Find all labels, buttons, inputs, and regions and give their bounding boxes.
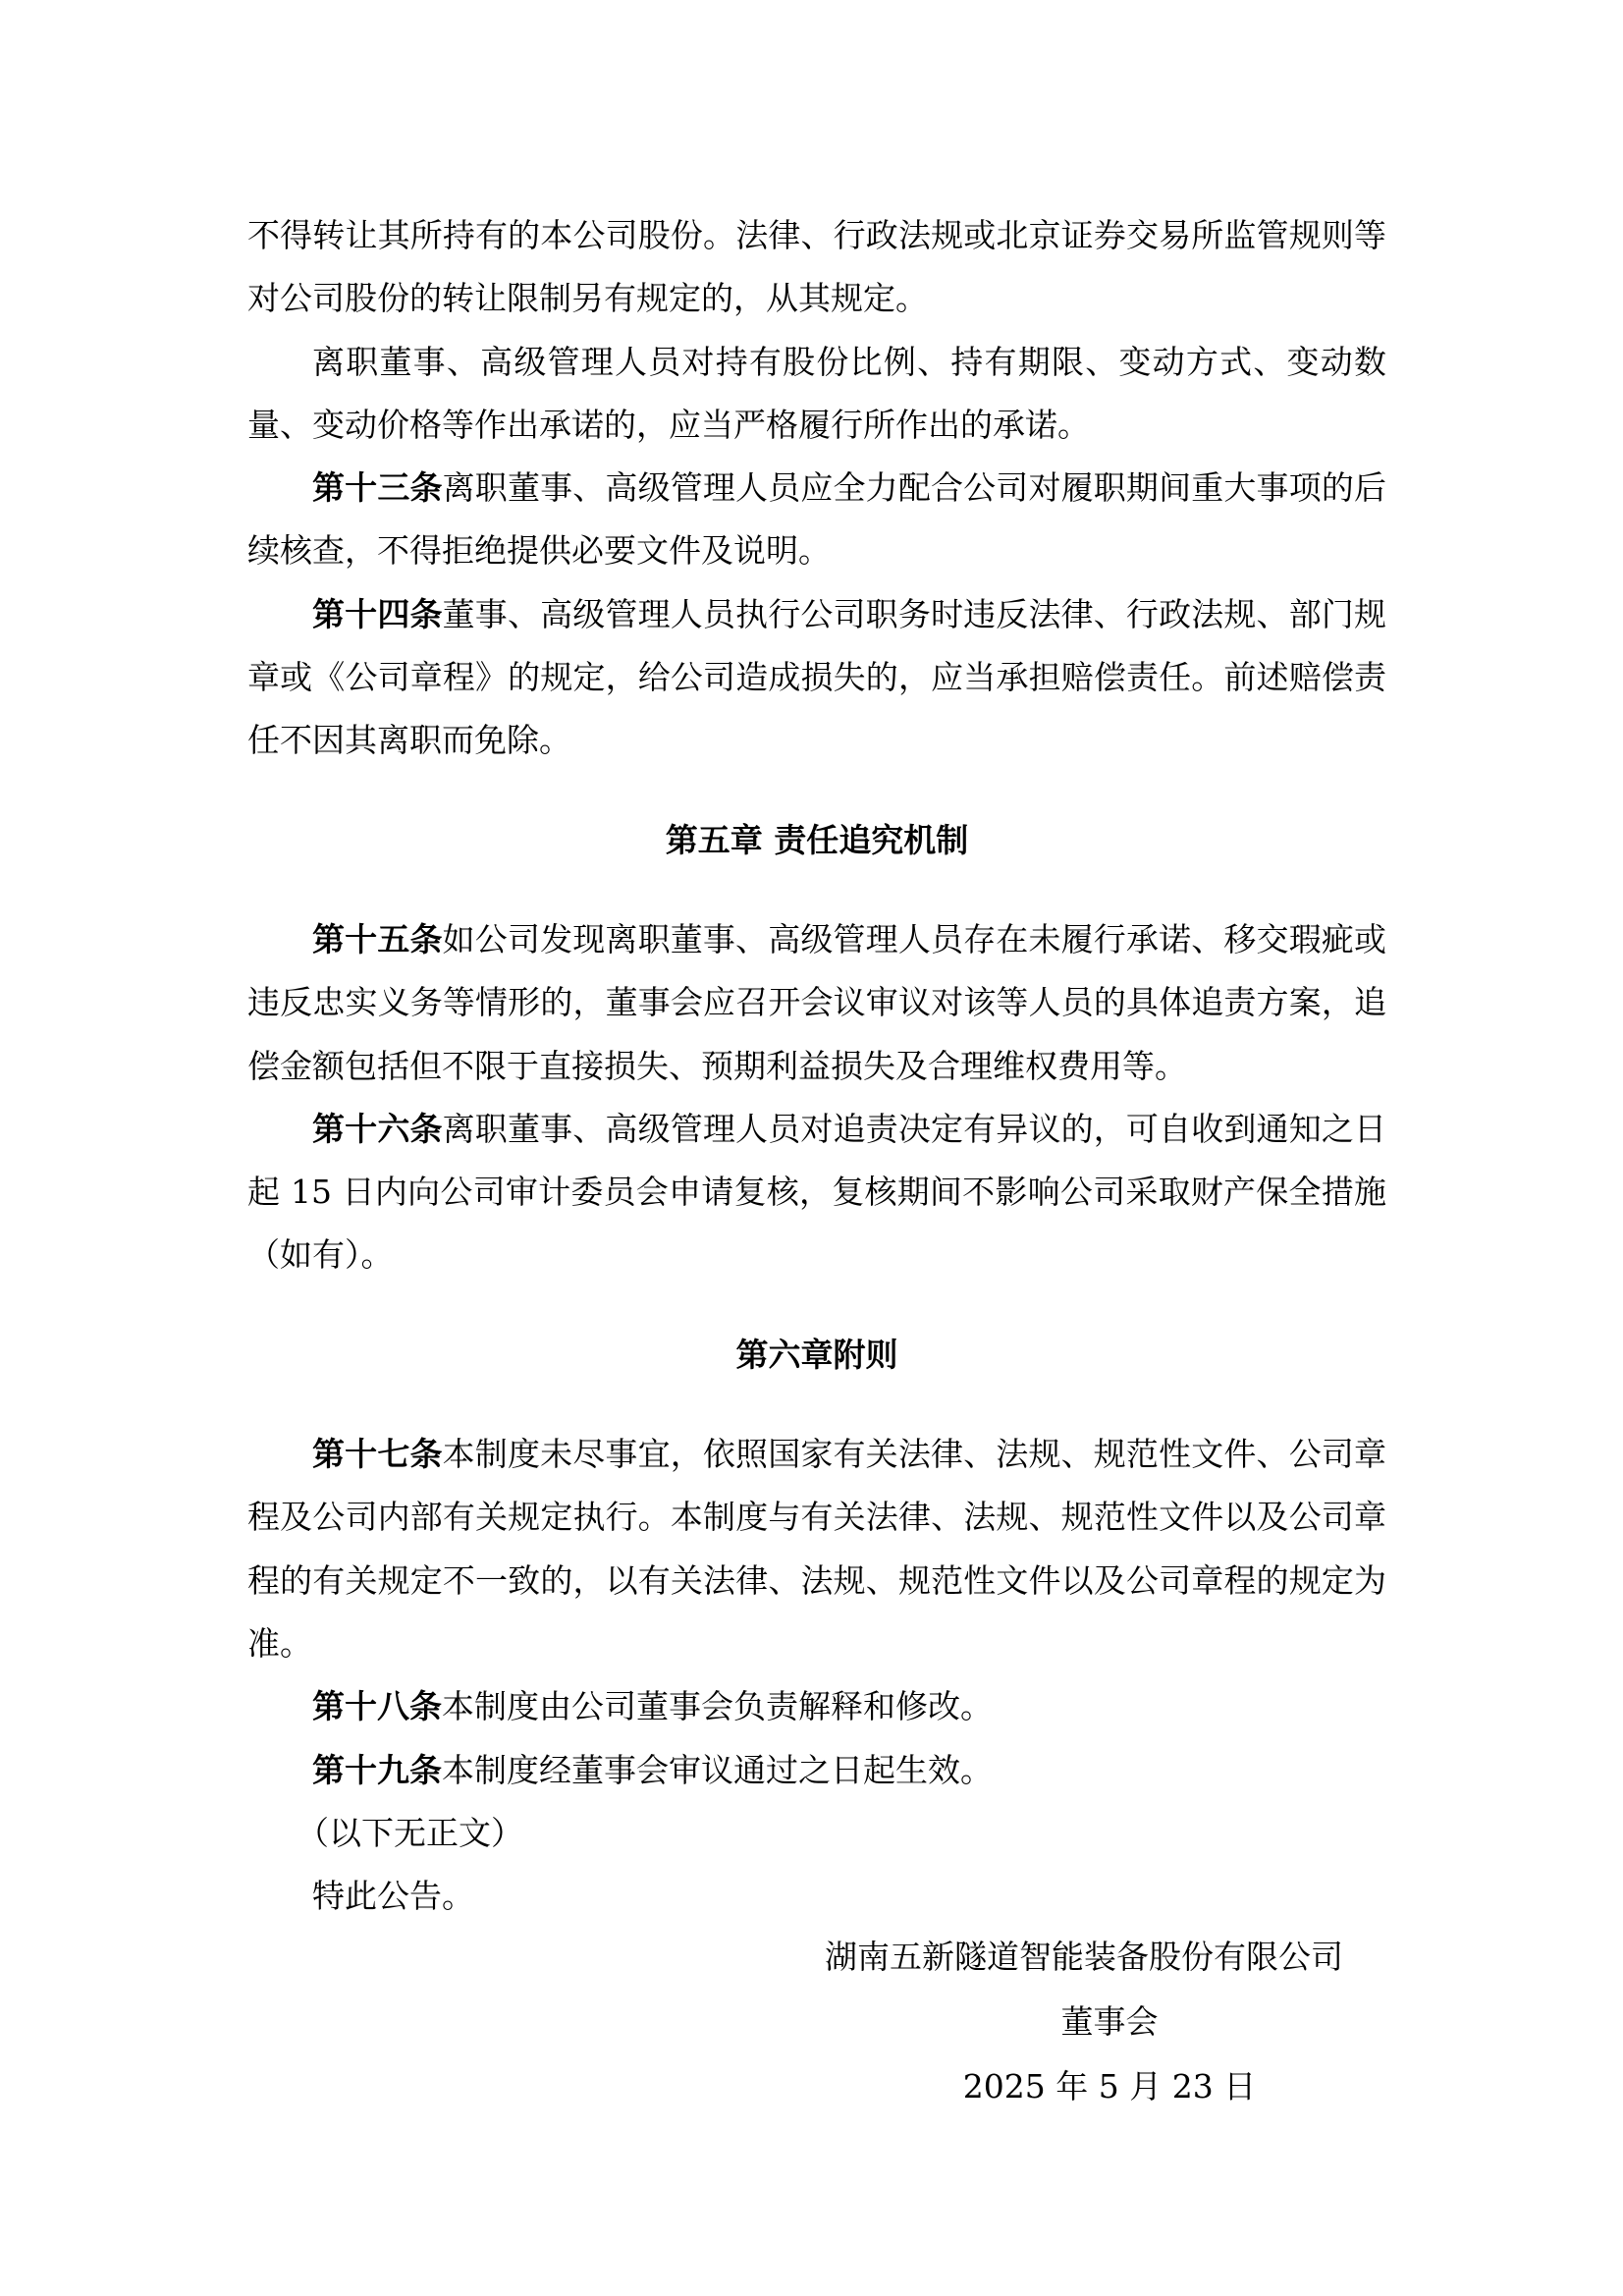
article-text: 董事、高级管理人员执行公司职务时违反法律、行政法规、部门规章或《公司章程》的规定，给公司造成损失的，应当承担赔偿责任。前述赔偿责任不因其离职而免除。 xyxy=(247,594,1386,760)
article-text: 如公司发现离职董事、高级管理人员存在未履行承诺、移交瑕疵或违反忠实义务等情形的，董事会应召开会议审议对该等人员的具体追责方案，追偿金额包括但不限于直接损失、预期利益损失及合理维权费用等。 xyxy=(247,919,1386,1085)
article-number: 第十七条 xyxy=(312,1435,443,1474)
paragraph-continuation: 不得转让其所持有的本公司股份。法律、行政法规或北京证券交易所监管规则等对公司股份的转让限制另有规定的，从其规定。 xyxy=(247,216,1386,318)
article-17 xyxy=(247,1423,1386,1675)
article-text: 本制度经董事会审议通过之日起生效。 xyxy=(442,1750,993,1789)
board-name: 董事会 xyxy=(1060,2002,1159,2041)
paragraph-commitment: 离职董事、高级管理人员对持有股份比例、持有期限、变动方式、变动数量、变动价格等作出承诺的，应当严格履行所作出的承诺。 xyxy=(247,342,1386,444)
company-name: 湖南五新隧道智能装备股份有限公司 xyxy=(825,1938,1343,1976)
document-body xyxy=(247,204,1386,1928)
article-number: 第十九条 xyxy=(312,1750,442,1789)
no-further-text-note: （以下无正文） xyxy=(297,1813,523,1852)
article-number: 第十五条 xyxy=(312,919,443,958)
chapter-5-title: 第五章 责任追究机制 xyxy=(665,820,969,859)
article-text: 本制度未尽事宜，依照国家有关法律、法规、规范性文件、公司章程及公司内部有关规定执行。本制度与有关法律、法规、规范性文件以及公司章程的有关规定不一致的，以有关法律、法规、规范性文件以及公司章程的规定为准。 xyxy=(247,1435,1386,1663)
article-number: 第十三条 xyxy=(312,468,443,508)
article-text: 离职董事、高级管理人员应全力配合公司对履职期间重大事项的后续核查，不得拒绝提供必要文件及说明。 xyxy=(247,468,1386,571)
article-15 xyxy=(247,908,1386,1098)
article-18 xyxy=(247,1675,1386,1738)
article-text: 离职董事、高级管理人员对追责决定有异议的，可自收到通知之日起 15 日内向公司审计委员会申请复核，复核期间不影响公司采取财产保全措施（如有）。 xyxy=(247,1109,1386,1275)
article-16 xyxy=(247,1098,1386,1287)
article-19 xyxy=(247,1739,1386,1802)
announcement-closing: 特此公告。 xyxy=(312,1877,474,1916)
article-number: 第十四条 xyxy=(312,594,443,633)
article-14 xyxy=(247,583,1386,773)
article-number: 第十六条 xyxy=(312,1109,443,1148)
article-text: 本制度由公司董事会负责解释和修改。 xyxy=(442,1687,993,1726)
chapter-6-title: 第六章附则 xyxy=(735,1335,898,1374)
signature-date: 2025 年 5 月 23 日 xyxy=(962,2067,1257,2105)
article-13 xyxy=(247,457,1386,583)
signature-block xyxy=(825,1925,1394,2119)
article-number: 第十八条 xyxy=(312,1687,442,1726)
